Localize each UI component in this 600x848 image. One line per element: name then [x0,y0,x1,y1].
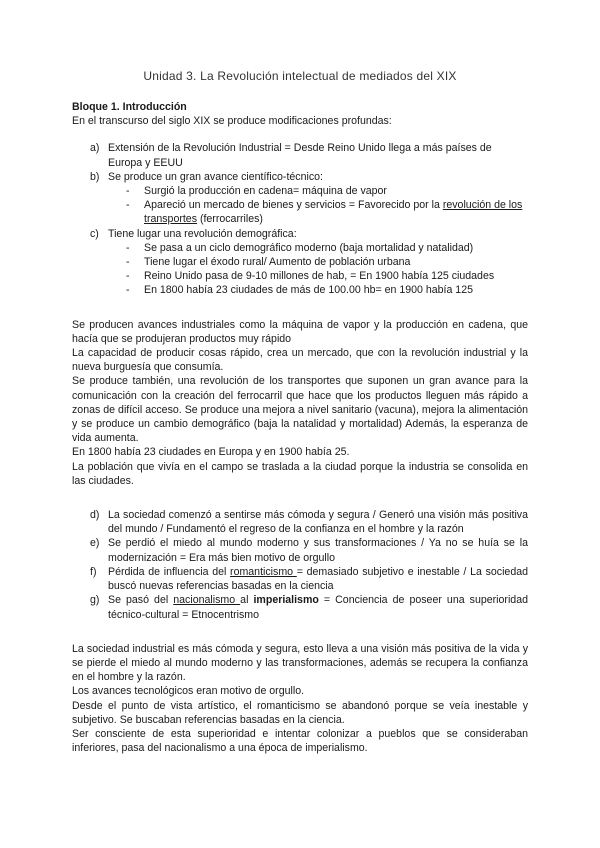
sublist-item-text: Surgió la producción en cadena= máquina de vapor [144,185,387,198]
list-marker: g) [90,594,100,607]
list-item-g [72,593,528,621]
list-item-a [72,141,528,169]
sublist-item [72,184,528,198]
sublist-c [72,241,528,298]
list-item-e [72,536,528,564]
paragraph: Se producen avances industriales como la máquina de vapor y la producción en cadena, que hacía que se produjeran productos muy rápido [72,318,528,345]
list-item-text: La sociedad comenzó a sentirse más cómoda y segura / Generó una visión más positiva del mundo / Fundamentó el regreso de la confianza en el hombre y la razón [108,509,528,536]
dash-marker: - [126,199,130,212]
underlined-term: revolución de los transportes [144,199,523,226]
underlined-term: romanticismo [230,565,297,578]
sublist-item-text: Apareció un mercado de bienes y servicios = Favorecido por la [144,199,443,212]
document-body [72,100,528,755]
paragraph: En 1800 había 23 ciudades en Europa y en 1900 había 25. [72,446,350,459]
paragraph: Ser consciente de esta superioridad e intentar colonizar a pueblos que se consideraban inferiores, pasa del nacionalismo a una época de imperialismo. [72,727,528,755]
paragraph-block-2 [72,642,528,756]
list-item-text: Extensión de la Revolución Industrial = Desde Reino Unido llega a más países de Europa y EEUU [108,142,492,169]
paragraph: Los avances tecnológicos eran motivo de orgullo. [72,685,305,698]
sublist-item [72,241,528,255]
list-marker: f) [90,565,97,578]
paragraph: Se produce también, una revolución de los transportes que suponen un gran avance para la comunicación con la creación del ferrocarril que hace que los productos lleguen más rápido a zonas de difícil acceso. Se produce una mejora a nivel sanitario (vacuna), mejora la alimentación y se produce un cambio demográfico (baja la natalidad y mortalidad) Además, la esperanza de vida aumenta. [72,375,528,445]
dash-marker: - [126,256,130,269]
list-changes-cont [72,227,528,241]
list-item-c [72,227,528,241]
list-changes [72,141,528,184]
paragraph: Desde el punto de vista artístico, el romanticismo se abandonó porque se veía inestable y subjetivo. Se buscaban referencias basadas en la ciencia. [72,699,528,726]
sublist-item [72,269,528,283]
sublist-b [72,184,528,227]
list-item-text: = demasiado subjetivo e inestable / La sociedad buscó nuevas referencias basadas en la ciencia [108,565,528,593]
dash-marker: - [126,270,130,283]
list-item-text: Tiene lugar una revolución demográfica: [108,227,297,240]
list-item-f [72,565,528,593]
paragraph: La población que vivía en el campo se traslada a la ciudad porque la industria se consolida en las ciudades. [72,460,528,487]
list-item-b [72,170,528,184]
sublist-item-text: Reino Unido pasa de 9-10 millones de hab, = En 1900 había 125 ciudades [144,270,495,283]
list-item-text: Se produce un gran avance científico-técnico: [108,170,323,183]
list-item-text: Se perdió el miedo al mundo moderno y sus transformaciones / Ya no se huía se la modernización = Era más bien motivo de orgullo [108,537,528,564]
section-heading: Bloque 1. Introducción [72,101,187,113]
underlined-term: nacionalismo [173,594,241,607]
list-marker: b) [90,170,100,183]
paragraph-block-1 [72,318,528,488]
list-marker: a) [90,142,100,155]
list-item-text: Pérdida de influencia del [108,565,231,578]
page-title: Unidad 3. La Revolución intelectual de mediados del XIX [143,69,457,83]
bold-term: imperialismo [253,594,319,607]
list-marker: d) [90,509,100,522]
list-item-text: = Conciencia de poseer una superioridad técnico-cultural = Etnocentrismo [108,594,528,621]
list-consequences [72,508,528,622]
dash-marker: - [126,241,130,254]
list-item-text: Se pasó del [108,594,174,607]
sublist-item [72,255,528,269]
list-marker: c) [90,227,99,240]
dash-marker: - [126,284,130,297]
sublist-item [72,283,528,297]
list-item-text: al [240,594,254,607]
paragraph: La sociedad industrial es más cómoda y segura, esto lleva a una visión más positiva de la vida y se pierde el miedo al mundo moderno y las transformaciones, además se recupera la confianza en el hombre y la razón. [72,642,528,684]
sublist-item-text: Se pasa a un ciclo demográfico moderno (baja mortalidad y natalidad) [144,241,474,254]
list-item-d [72,508,528,536]
sublist-item-text: (ferrocarriles) [197,213,263,226]
paragraph: La capacidad de producir cosas rápido, crea un mercado, que con la revolución industrial y la nueva burguesía que consumía. [72,347,528,374]
intro-text: En el transcurso del siglo XIX se produce modificaciones profundas: [72,115,392,128]
sublist-item-text: En 1800 había 23 ciudades de más de 100.00 hb= en 1900 había 125 [144,284,473,297]
list-marker: e) [90,537,100,550]
sublist-item [72,198,528,226]
sublist-item-text: Tiene lugar el éxodo rural/ Aumento de población urbana [144,256,411,269]
dash-marker: - [126,185,130,198]
